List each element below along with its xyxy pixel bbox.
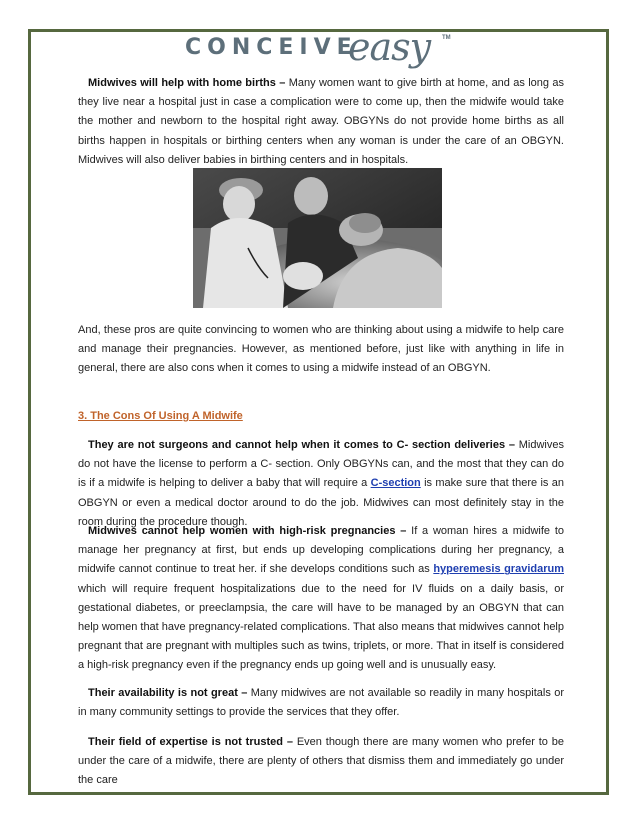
body-high-risk-1: If a woman hires a midwife to manage her pregnancy at first, but ends up developing complications during her pregnancy, a midwife cannot continue to treat her. if she develops conditions such as — [78, 525, 564, 576]
paragraph-availability — [78, 684, 564, 722]
birth-scene-image — [193, 168, 442, 308]
body-not-surgeons-1: Midwives do not have the license to perform a C- section. Only OBGYNs can, and the most that they can do is if a midwife is helping to deliver a baby that will require a — [78, 439, 564, 490]
paragraph-expertise — [78, 733, 564, 791]
logo-word-conceive: CONCEIVE — [185, 35, 358, 60]
paragraph-pros-summary — [78, 321, 564, 379]
c-section-link[interactable]: C-section — [370, 477, 421, 490]
body-expertise: Even though there are many women who prefer to be under the care of a midwife, there are plenty of others that dismiss them and immediately go under the care — [78, 736, 565, 787]
body-high-risk-2: which will require frequent hospitalizations due to the need for IV fluids on a daily basis, or gestational diabetes, or preeclampsia, the care will have to be managed by an OBGYN that can help women that have pregnancy-related complications. That also means that midwives cannot help pregnant that are pregnant with multiples such as twins, triplets, or more. That in itself is considered a high-risk pregnancy even if the pregnancy ends up going well and is unusually easy. — [78, 582, 564, 672]
paragraph-not-surgeons — [78, 436, 564, 532]
paragraph-home-births — [78, 74, 564, 170]
lead-not-surgeons: They are not surgeons and cannot help when it comes to C- section deliveries – — [88, 439, 515, 451]
lead-availability: Their availability is not great – — [88, 687, 248, 699]
section-heading — [78, 407, 564, 426]
logo-trademark: TM — [442, 35, 451, 41]
body-availability: Many midwives are not available so readily in many hospitals or in many community settings to provide the services that they offer. — [78, 687, 564, 719]
lead-expertise: Their field of expertise is not trusted – — [88, 736, 293, 748]
paragraph-high-risk — [78, 522, 564, 676]
cons-heading: 3. The Cons Of Using A Midwife — [78, 410, 243, 422]
pros-summary-text: And, these pros are quite convincing to women who are thinking about using a midwife to help care and manage their pregnancies. However, as mentioned before, just like with anything in life in general, there are also cons when it comes to using a midwife instead of an OBGYN. — [78, 324, 564, 375]
hyperemesis-gravidarum-link[interactable]: hyperemesis gravidarum — [433, 563, 565, 576]
midwife-birth-photo — [193, 168, 442, 308]
conceive-easy-logo — [185, 25, 460, 77]
lead-high-risk: Midwives cannot help women with high-risk pregnancies – — [88, 525, 407, 537]
lead-home-births: Midwives will help with home births – — [88, 77, 286, 89]
body-not-surgeons-2: is make sure that there is an OBGYN or even a medical doctor around to do the job. Midwives can most definitely stay in the room during the procedure though. — [78, 477, 564, 528]
body-home-births: Many women want to give birth at home, and as long as they live near a hospital just in case a complication were to come up, then the midwife would take the mother and newborn to the hospital right away. OBGYNs do not provide home births as all births happen in hospitals or birthing centers when any woman is under the care of an OBGYN. Midwives will also deliver babies in birthing centers and in hospitals. — [78, 77, 564, 166]
logo-word-easy: easy — [348, 25, 431, 69]
